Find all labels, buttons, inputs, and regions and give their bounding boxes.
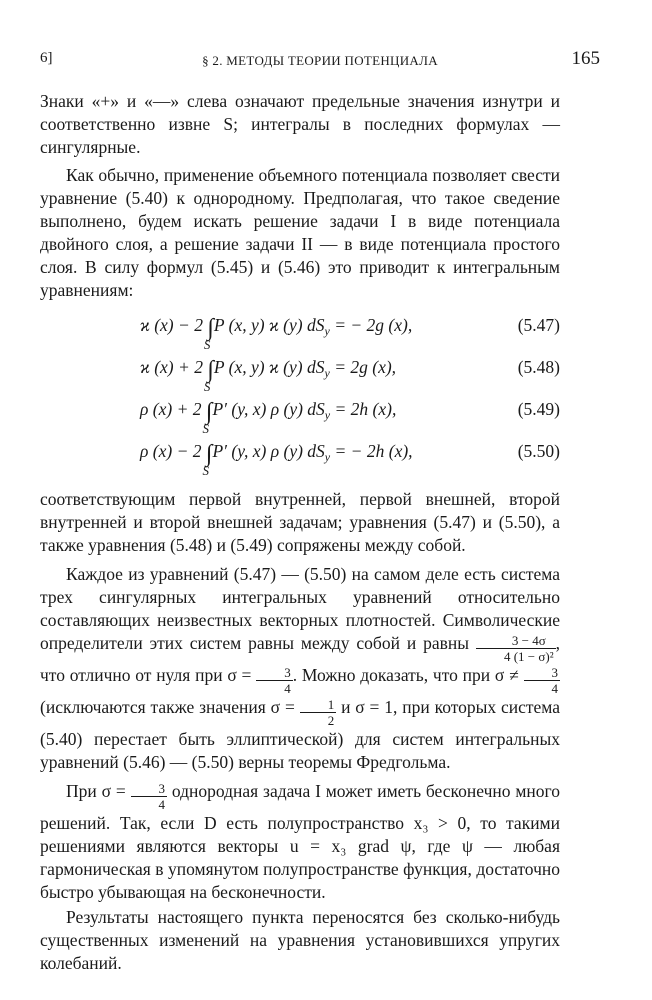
equation-5-48 <box>40 356 560 398</box>
paragraph-6: Результаты настоящего пункта переносятся без сколько-нибудь существенных изменений на уравнения установившихся упругих колебаний. <box>40 907 560 973</box>
paragraph-5: При σ = $\frac{3}{4}$ однородная задача I может иметь бесконечно много решений. Так, если D есть полупространство x₃ > 0, то такими решениями являются векторы u = x₃ grad ψ, где ψ — любая гармоническая в упомянутом полупространстве функция, достаточно быстро убывающая на бесконечности. <box>40 781 560 902</box>
equation-expression: ϰ (x) − 2 ∫SP (x, y) ϰ (y) $dS_y$ = − 2g (x), <box>140 315 413 352</box>
equation-expression: ρ (x) + 2 ∫SP′ (y, x) ρ (y) $dS_y = 2h$ (x), <box>140 399 397 436</box>
fraction: $\frac{3 - 4\sigma}{\text{4 (1 − σ)²}}$ <box>476 633 556 664</box>
section-title: § 2. МЕТОДЫ ТЕОРИИ ПОТЕНЦИАЛА <box>202 53 438 68</box>
equation-expression: ρ (x) − 2 ∫SP′ (y, x) ρ (y) $dS_y$ = − 2h (x), <box>140 441 413 478</box>
page-body <box>40 90 560 975</box>
paragraph-3: соответствующим первой внутренней, первой внешней, второй внутренней и второй внешней задачам; уравнения (5.47) и (5.50), а также уравнения (5.48) и (5.49) сопряжены между собой. <box>40 489 560 555</box>
fraction: $\frac{3}{4}$ <box>131 781 168 812</box>
equation-expression: ϰ (x) + 2 ∫SP (x, y) ϰ (y) $dS_y = 2g$ (x), <box>140 357 397 394</box>
paragraph-4: Каждое из уравнений (5.47) — (5.50) на самом деле есть система трех сингулярных интегральных уравнений относительно составляющих неизвестных векторных плотностей. Символические определители этих систем равны между собой и равны $\frac{3 - 4\sigma}{\text{4 (1 − σ)²}}$ , что отлично от нуля при σ = $\frac{3}{4}$ . Можно доказать, что при σ ≠ $\frac{3}{4}$ (исключаются также значения σ = $\frac{1}{2}$ и σ = 1, при которых система (5.40) перестает быть эллиптической) для систем интегральных уравнений (5.46) — (5.50) верны теоремы Фредгольма. <box>40 564 561 772</box>
fraction: $\frac{1}{2}$ <box>300 697 337 728</box>
paragraph-2: Как обычно, применение объемного потенциала позволяет свести уравнение (5.40) к однородному. Предполагая, что такое сведение выполнено, будем искать решение задачи I в виде потенциала двойного слоя, а решение задачи II — в виде потенциала простого слоя. В силу формул (5.45) и (5.46) это приводит к интегральным уравнениям: <box>40 165 560 300</box>
fraction: $\frac{3}{4}$ <box>256 665 293 696</box>
fraction: $\frac{3}{4}$ <box>524 665 561 696</box>
paragraph-1: Знаки «+» и «—» слева означают предельные значения изнутри и соответственно извне S; интегралы в последних формулах — сингулярные. <box>40 91 560 157</box>
chapter-number: 6] <box>40 50 53 66</box>
equation-block <box>40 314 560 482</box>
equation-number: (5.47) <box>517 315 560 335</box>
page-number: 165 <box>571 48 600 69</box>
equation-5-49 <box>40 398 560 440</box>
equation-5-47 <box>40 314 560 356</box>
equation-number: (5.49) <box>517 399 560 419</box>
equation-5-50 <box>40 440 560 482</box>
equation-number: (5.48) <box>517 357 560 377</box>
equation-number: (5.50) <box>517 441 560 461</box>
